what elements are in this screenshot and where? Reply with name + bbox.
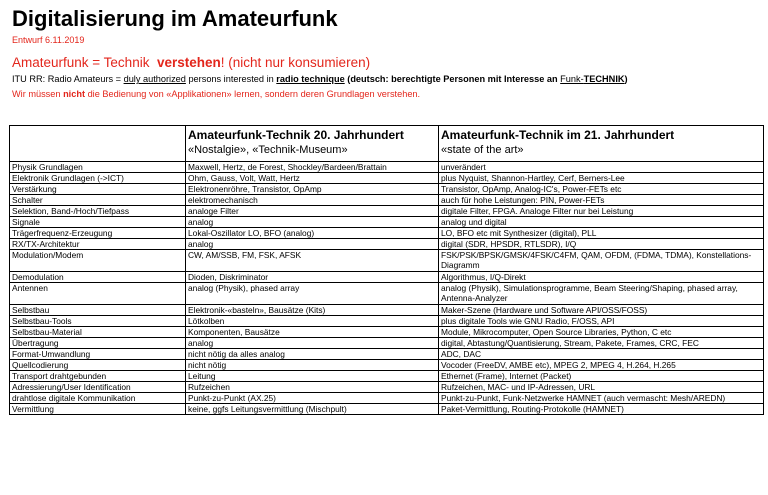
row-20th-century: analog (Physik), phased array: [186, 283, 439, 305]
row-topic: Verstärkung: [10, 184, 186, 195]
row-20th-century: analog: [186, 217, 439, 228]
row-topic: Signale: [10, 217, 186, 228]
itu-close: ): [624, 74, 628, 84]
row-21st-century: Module, Mikrocomputer, Open Source Libraries, Python, C etc: [439, 327, 764, 338]
page-title: Digitalisierung im Amateurfunk: [12, 6, 338, 31]
row-21st-century: Vocoder (FreeDV, AMBE etc), MPEG 2, MPEG 4, H.264, H.265: [439, 360, 764, 371]
itu-funk: Funk-: [560, 74, 584, 84]
row-topic: RX/TX-Architektur: [10, 239, 186, 250]
headline-emphasis: verstehen: [156, 55, 221, 70]
table-row: [10, 184, 764, 195]
itu-mid: persons interested in: [185, 74, 277, 84]
table-row: [10, 250, 764, 272]
row-21st-century: plus Nyquist, Shannon-Hartley, Cerf, Berners-Lee: [439, 173, 764, 184]
row-topic: Modulation/Modem: [10, 250, 186, 272]
table-row: [10, 195, 764, 206]
row-20th-century: Punkt-zu-Punkt (AX.25): [186, 393, 439, 404]
table-row: [10, 217, 764, 228]
row-topic: Quellcodierung: [10, 360, 186, 371]
row-21st-century: auch für hohe Leistungen: PIN, Power-FETs: [439, 195, 764, 206]
row-topic: Übertragung: [10, 338, 186, 349]
comparison-table: [9, 125, 764, 415]
row-21st-century: ADC, DAC: [439, 349, 764, 360]
table-row: [10, 272, 764, 283]
row-21st-century: Paket-Vermittlung, Routing-Protokolle (HAMNET): [439, 404, 764, 415]
row-21st-century: digital (SDR, HPSDR, RTLSDR), I/Q: [439, 239, 764, 250]
table-row: [10, 162, 764, 173]
row-20th-century: nicht nötig da alles analog: [186, 349, 439, 360]
row-topic: Demodulation: [10, 272, 186, 283]
table-row: [10, 327, 764, 338]
itu-duly-authorized: duly authorized: [123, 74, 186, 84]
row-topic: Schalter: [10, 195, 186, 206]
row-21st-century: analog (Physik), Simulationsprogramme, Beam Steering/Shaping, phased array, Antenna-Analyzer: [439, 283, 764, 305]
row-21st-century: LO, BFO etc mit Synthesizer (digital), PLL: [439, 228, 764, 239]
note-emphasis: nicht: [63, 89, 86, 99]
headline-part1: Amateurfunk = Technik: [12, 55, 150, 70]
itu-technik: TECHNIK: [583, 74, 625, 84]
row-topic: Transport drahtgebunden: [10, 371, 186, 382]
row-20th-century: keine, ggfs Leitungsvermittlung (Mischpult): [186, 404, 439, 415]
table-body: [10, 162, 764, 415]
column-header-20th-century: [186, 126, 439, 162]
row-topic: Antennen: [10, 283, 186, 305]
itu-radio-technique: radio technique: [276, 74, 345, 84]
row-20th-century: analoge Filter: [186, 206, 439, 217]
column-title: Amateurfunk-Technik 20. Jahrhundert: [188, 128, 404, 142]
row-topic: Selektion, Band-/Hoch/Tiefpass: [10, 206, 186, 217]
row-20th-century: Lokal-Oszillator LO, BFO (analog): [186, 228, 439, 239]
row-21st-century: Maker-Szene (Hardware und Software API/OSS/FOSS): [439, 305, 764, 316]
row-21st-century: Algorithmus, I/Q-Direkt: [439, 272, 764, 283]
row-21st-century: Transistor, OpAmp, Analog-IC's, Power-FETs etc: [439, 184, 764, 195]
table-row: [10, 239, 764, 250]
row-20th-century: analog: [186, 239, 439, 250]
row-topic: Physik Grundlagen: [10, 162, 186, 173]
table-row: [10, 349, 764, 360]
row-20th-century: elektromechanisch: [186, 195, 439, 206]
draft-date: Entwurf 6.11.2019: [12, 35, 85, 45]
column-title: Amateurfunk-Technik im 21. Jahrhundert: [441, 128, 675, 142]
row-topic: Selbstbau: [10, 305, 186, 316]
row-topic: Format-Umwandlung: [10, 349, 186, 360]
note-part2: die Bedienung von «Applikationen» lernen, sondern deren Grundlagen verstehen.: [85, 89, 421, 99]
table-row: [10, 382, 764, 393]
column-header-topic: [10, 126, 186, 162]
row-20th-century: Leitung: [186, 371, 439, 382]
table-row: [10, 305, 764, 316]
row-topic: Vermittlung: [10, 404, 186, 415]
headline: [12, 55, 370, 70]
row-21st-century: digital, Abtastung/Quantisierung, Stream, Pakete, Frames, CRC, FEC: [439, 338, 764, 349]
table-row: [10, 338, 764, 349]
table-row: [10, 360, 764, 371]
row-topic: Selbstbau-Tools: [10, 316, 186, 327]
table-row: [10, 371, 764, 382]
headline-part2: ! (nicht nur konsumieren): [220, 55, 371, 70]
row-20th-century: CW, AM/SSB, FM, FSK, AFSK: [186, 250, 439, 272]
itu-prefix: ITU RR: Radio Amateurs =: [12, 74, 124, 84]
row-21st-century: unverändert: [439, 162, 764, 173]
row-20th-century: Lötkolben: [186, 316, 439, 327]
row-20th-century: analog: [186, 338, 439, 349]
table-row: [10, 283, 764, 305]
row-topic: Adressierung/User Identification: [10, 382, 186, 393]
column-subtitle: «state of the art»: [441, 144, 524, 156]
row-21st-century: Rufzeichen, MAC- und IP-Adressen, URL: [439, 382, 764, 393]
table-row: [10, 206, 764, 217]
column-header-21st-century: [439, 126, 764, 162]
row-topic: Trägerfrequenz-Erzeugung: [10, 228, 186, 239]
table-row: [10, 228, 764, 239]
row-topic: drahtlose digitale Kommunikation: [10, 393, 186, 404]
column-subtitle: «Nostalgie», «Technik-Museum»: [188, 144, 348, 156]
row-21st-century: plus digitale Tools wie GNU Radio, F/OSS, API: [439, 316, 764, 327]
row-20th-century: Dioden, Diskriminator: [186, 272, 439, 283]
table-row: [10, 393, 764, 404]
row-20th-century: Rufzeichen: [186, 382, 439, 393]
row-topic: Elektronik Grundlagen (->ICT): [10, 173, 186, 184]
note-line: [12, 89, 420, 99]
row-20th-century: Ohm, Gauss, Volt, Watt, Hertz: [186, 173, 439, 184]
itu-definition: [12, 74, 628, 84]
row-21st-century: Ethernet (Frame), Internet (Packet): [439, 371, 764, 382]
row-20th-century: Elektronenröhre, Transistor, OpAmp: [186, 184, 439, 195]
row-20th-century: Elektronik-«basteln», Bausätze (Kits): [186, 305, 439, 316]
row-21st-century: digitale Filter, FPGA. Analoge Filter nur bei Leistung: [439, 206, 764, 217]
table-row: [10, 173, 764, 184]
table-row: [10, 316, 764, 327]
itu-deutsch: (deutsch: berechtigte Personen mit Interesse an: [344, 74, 561, 84]
row-20th-century: Maxwell, Hertz, de Forest, Shockley/Bardeen/Brattain: [186, 162, 439, 173]
table-header-row: [10, 126, 764, 162]
table-row: [10, 404, 764, 415]
row-21st-century: Punkt-zu-Punkt, Funk-Netzwerke HAMNET (auch vermascht: Mesh/AREDN): [439, 393, 764, 404]
row-20th-century: Komponenten, Bausätze: [186, 327, 439, 338]
row-topic: Selbstbau-Material: [10, 327, 186, 338]
row-20th-century: nicht nötig: [186, 360, 439, 371]
row-21st-century: analog und digital: [439, 217, 764, 228]
row-21st-century: FSK/PSK/BPSK/GMSK/4FSK/C4FM, QAM, OFDM, (FDMA, TDMA), Konstellations-Diagramm: [439, 250, 764, 272]
note-part1: Wir müssen: [12, 89, 64, 99]
